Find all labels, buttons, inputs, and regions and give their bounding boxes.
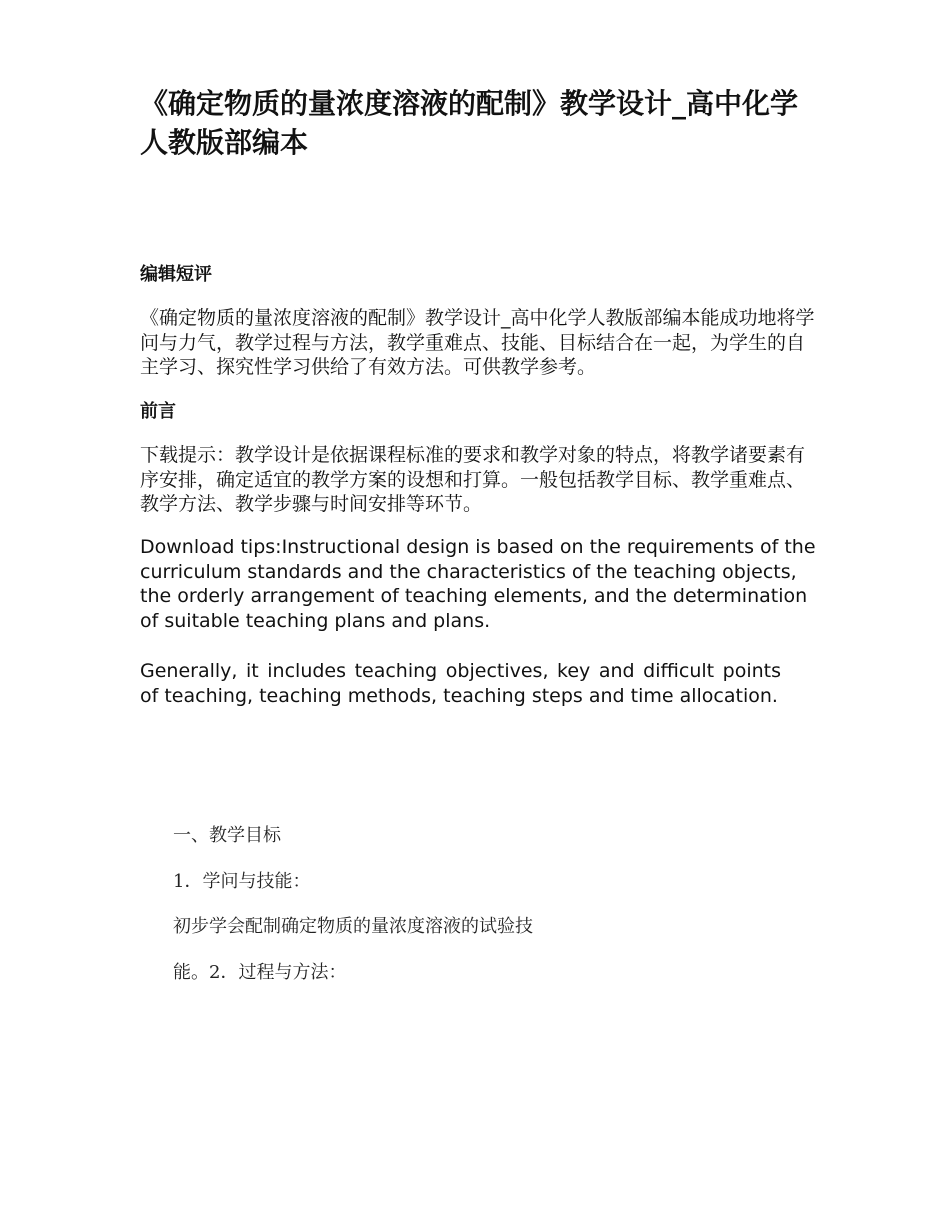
item-knowledge-skills-text: 初步学会配制确定物质的量浓度溶液的试验技 — [173, 916, 533, 937]
document-title: 《确定物质的量浓度溶液的配制》教学设计_高中化学人教版部编本 — [140, 87, 799, 159]
download-tip-chinese: 下载提示：教学设计是依据课程标准的要求和教学对象的特点，将教学诸要素有序安排，确定适宜的教学方案的设想和打算。一般包括教学目标、教学重难点、教学方法、教学步骤与时间安排等环节。 — [140, 444, 806, 515]
editor-review-heading: 编辑短评 — [140, 264, 212, 285]
editor-review-text: 《确定物质的量浓度溶液的配制》教学设计_高中化学人教版部编本能成功地将学问与力气，教学过程与方法，教学重难点、技能、目标结合在一起，为学生的自主学习、探究性学习供给了有效方法。可供教学参考。 — [140, 307, 815, 378]
section-teaching-objectives: 一、教学目标 — [173, 825, 281, 846]
download-tip-english-general: Generally, it includes teaching objectives, key and difficult points of teaching, teaching methods, teaching steps and time allocation. — [140, 660, 781, 707]
item-process-methods: 能。2．过程与方法： — [173, 962, 347, 983]
download-tip-english: Download tips:Instructional design is based on the requirements of the curriculum standards and the characteristics of the teaching objects, the orderly arrangement of teaching elements, and the determination of suitable teaching plans and plans. — [140, 536, 816, 632]
item-knowledge-skills: 1．学问与技能： — [173, 871, 311, 892]
preface-heading: 前言 — [140, 401, 176, 422]
